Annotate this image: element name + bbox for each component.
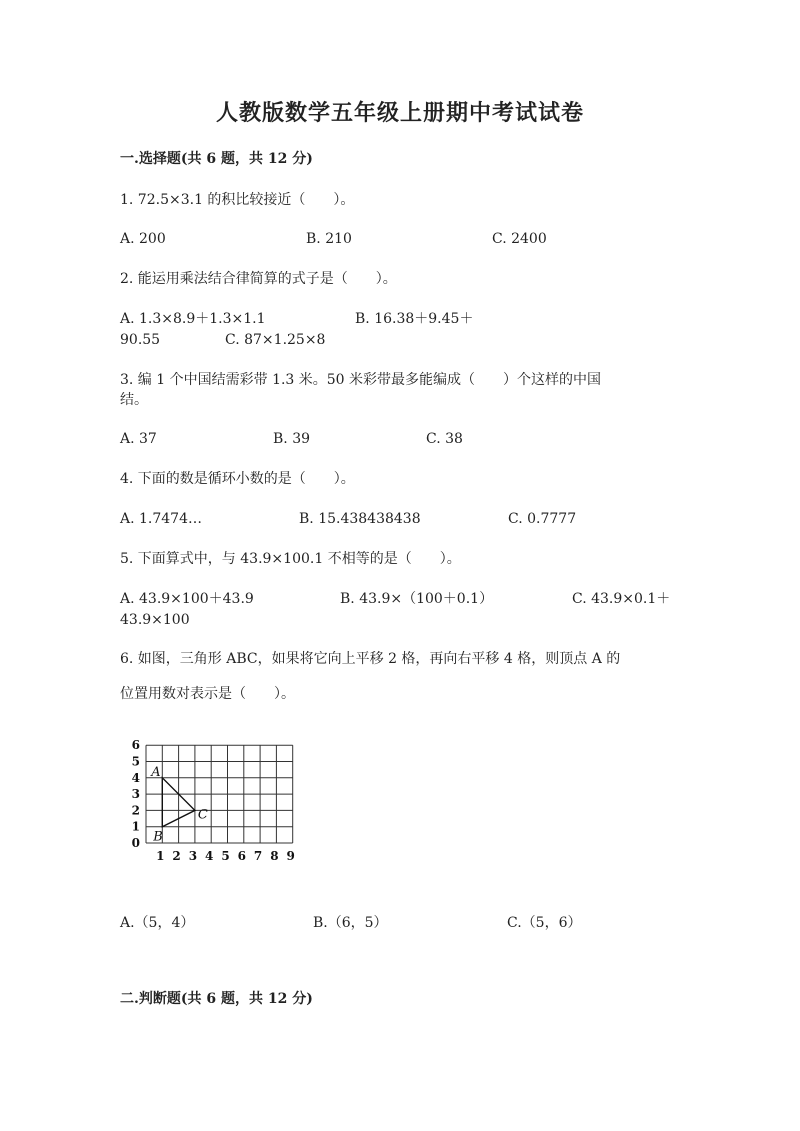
section-heading-choice: 一.选择题(共 6 题，共 12 分) <box>120 151 313 167</box>
question-1-stem: 1. 72.5×3.1 的积比较接近（ ）。 <box>120 192 355 208</box>
question-4-stem: 4. 下面的数是循环小数的是（ ）。 <box>120 471 355 487</box>
y-tick-label: 3 <box>131 787 140 802</box>
y-tick-label: 5 <box>131 754 140 769</box>
vertex-label: B <box>153 829 163 845</box>
x-tick-label: 5 <box>221 849 230 863</box>
question-3-option-b: B. 39 <box>273 431 311 447</box>
question-6-stem-line1: 6. 如图，三角形 ABC，如果将它向上平移 2 格，再向右平移 4 格，则顶点 A 的 <box>120 651 621 667</box>
x-tick-label: 1 <box>156 849 165 863</box>
question-5-stem: 5. 下面算式中，与 43.9×100.1 不相等的是（ ）。 <box>120 551 461 567</box>
question-2-stem: 2. 能运用乘法结合律简算的式子是（ ）。 <box>120 271 397 287</box>
question-2-option-c: C. 87×1.25×8 <box>225 332 326 348</box>
question-4-option-b: B. 15.438438438 <box>299 511 421 527</box>
triangle-grid-figure <box>124 740 309 870</box>
question-2-option-b: B. 16.38＋9.45＋ <box>355 311 474 327</box>
x-tick-label: 2 <box>172 849 181 863</box>
y-tick-label: 0 <box>131 836 140 850</box>
question-3-option-a: A. 37 <box>120 431 157 447</box>
x-tick-label: 6 <box>237 849 246 863</box>
question-5-option-b: B. 43.9×（100＋0.1） <box>340 591 494 607</box>
x-tick-label: 3 <box>188 849 198 863</box>
question-6-stem-line2: 位置用数对表示是（ ）。 <box>120 686 295 702</box>
page-title: 人教版数学五年级上册期中考试试卷 <box>215 100 584 126</box>
question-1-option-a: A. 200 <box>120 231 166 247</box>
question-3-option-c: C. 38 <box>426 431 463 447</box>
x-tick-label: 8 <box>270 849 279 863</box>
question-6-option-b: B.（6，5） <box>313 915 388 931</box>
section-heading-true-false: 二.判断题(共 6 题，共 12 分) <box>120 991 313 1007</box>
question-1-option-b: B. 210 <box>306 231 352 247</box>
x-tick-label: 9 <box>286 849 295 863</box>
y-axis-labels <box>132 740 140 850</box>
y-tick-label: 6 <box>131 740 140 753</box>
grid-lines <box>146 745 293 843</box>
question-6-option-a: A.（5，4） <box>120 915 195 931</box>
question-1-option-c: C. 2400 <box>492 231 547 247</box>
y-tick-label: 4 <box>131 770 140 785</box>
x-tick-label: 4 <box>205 849 214 863</box>
y-tick-label: 1 <box>131 819 140 834</box>
x-axis-labels <box>156 849 295 863</box>
y-tick-label: 2 <box>131 803 140 818</box>
question-4-option-a: A. 1.7474… <box>120 511 202 527</box>
question-3-stem-line2: 结。 <box>120 392 148 408</box>
question-6-option-c: C.（5，6） <box>507 915 582 931</box>
question-5-option-c-continued: 43.9×100 <box>120 612 190 628</box>
question-5-option-c: C. 43.9×0.1＋ <box>572 591 671 607</box>
vertex-label: C <box>197 807 208 823</box>
vertex-label: A <box>151 764 161 780</box>
vertex-labels <box>150 765 208 845</box>
question-2-option-b-continued: 90.55 <box>120 332 161 348</box>
x-tick-label: 7 <box>253 849 263 863</box>
question-5-option-a: A. 43.9×100＋43.9 <box>120 591 254 607</box>
question-4-option-c: C. 0.7777 <box>508 511 577 527</box>
question-2-option-a: A. 1.3×8.9＋1.3×1.1 <box>120 311 266 327</box>
question-3-stem-line1: 3. 编 1 个中国结需彩带 1.3 米。50 米彩带最多能编成（ ）个这样的中国 <box>120 372 602 388</box>
